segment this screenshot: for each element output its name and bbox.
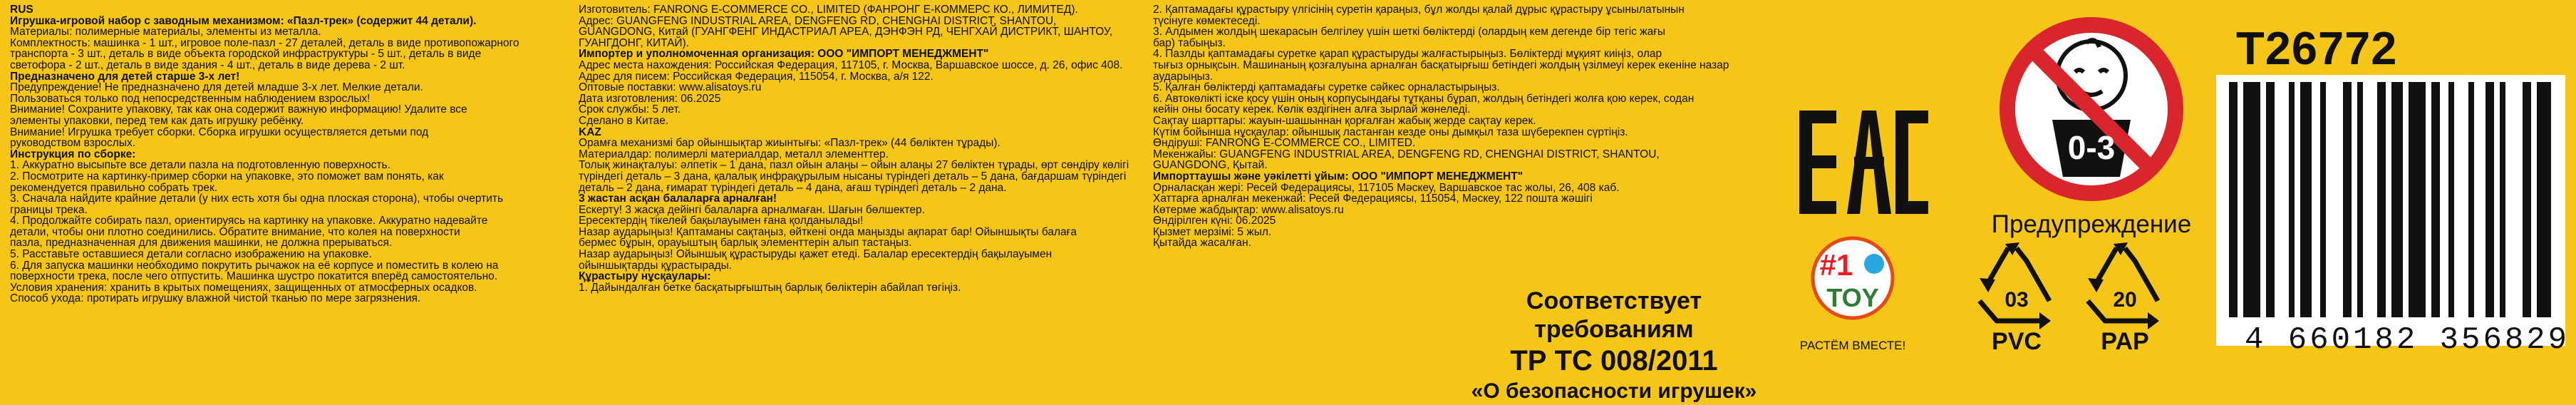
- text-line: поверхности трека, после чего отпустить. Машинка шустро покатится вперёд самостоятельно.: [10, 270, 498, 283]
- text-line: кейін оны босату керек. Көлік өздігінен алға зырлай жөнеледі.: [1153, 103, 1471, 116]
- recycle-label: PAP: [2101, 328, 2149, 355]
- age-range-text: 0-3: [2067, 129, 2116, 166]
- text-line: Дата изготовления: 06.2025: [579, 92, 721, 105]
- warning-label: Предупреждение: [1991, 210, 2192, 238]
- logo-word: TOY: [1826, 283, 1879, 312]
- compliance-line-1: Соответствует требованиям: [1526, 287, 1702, 343]
- text-line: KAZ: [579, 125, 601, 138]
- text-line: рекомендуется правильно собрать трек.: [10, 181, 218, 194]
- compliance-line-2: ТР ТС 008/2011: [1510, 345, 1718, 376]
- text-line: 2. Қаптамадағы құрастыру үлгісінің суретін қараңыз, бұл жолды қалай дұрыс құрастыру ұсынылатынын: [1153, 4, 1685, 16]
- logo-slogan: РАСТЁМ ВМЕСТЕ!: [1799, 339, 1906, 352]
- text-line: Внимание! Игрушка требует сборки. Сборка игрушки осуществляется детьми под: [10, 125, 429, 138]
- barcode-bar: [2377, 82, 2386, 317]
- barcode-bar: [2409, 82, 2426, 317]
- barcode-bar: [2266, 82, 2275, 317]
- russian-kazakh-text-column: [579, 4, 1149, 293]
- text-line: Адрес для писем: Российская Федерация, 115054, г. Москва, а/я 122.: [579, 70, 933, 83]
- barcode-bar: [2431, 82, 2440, 317]
- text-line: транспорта - 3 шт., деталь в виде объекта городской инфраструктуры - 5 шт., деталь в виде: [10, 48, 482, 61]
- barcode-bar: [2468, 82, 2474, 317]
- text-line: пазла, предназначенная для движения машинки, не должна прерываться.: [10, 237, 393, 250]
- recycle-code: 03: [2005, 288, 2029, 312]
- article-number: T26772: [2236, 22, 2398, 74]
- text-line: 1. Дайындалған бетке басқатырғыштың барлық бөліктерін абайлап төгіңіз.: [579, 281, 961, 294]
- text-line: түріндегі деталь – 3 дана, қалалық инфрақұрылым нысаны түріндегі деталь – 5 дана, бағдаршам түріндегі: [579, 170, 1127, 183]
- barcode-bar: [2229, 82, 2238, 317]
- recycle-pvc-icon: [1965, 235, 2069, 357]
- text-line: 4. Пазлды қаптамадағы суретке қарап құрастыруды жалғастырыңыз. Бөліктерді мұқият киіңіз, олар: [1153, 48, 1662, 61]
- text-line: Инструкция по сборке:: [10, 148, 136, 160]
- text-line: Сақтау шарттары: жауын-шашыннан қорғалған жабық жерде сақтау керек.: [1153, 114, 1536, 127]
- text-line: детали, чтобы они плотно соединились. Обратите внимание, что колея на поверхности: [10, 225, 460, 238]
- text-line: Қытайда жасалған.: [1153, 237, 1251, 250]
- text-line: Комплектность: машинка - 1 шт., игровое поле-пазл - 27 деталей, деталь в виде противопожарного: [10, 36, 519, 49]
- recycle-label: PVC: [1992, 328, 2042, 355]
- text-line: Қызмет мерзімі: 5 жыл.: [1153, 225, 1272, 238]
- no-under-3-warning-icon: [1995, 13, 2188, 205]
- text-line: түсінуге көмектеседі.: [1153, 14, 1261, 27]
- text-line: Материалдар: полимерлі материалдар, металл элементтер.: [579, 148, 889, 160]
- text-line: Способ ухода: протирать игрушку влажной чистой тканью по мере загрязнения.: [10, 292, 421, 305]
- barcode-bar: [2486, 82, 2494, 317]
- text-line: 3 жастан асқан балаларға арналған!: [579, 193, 777, 205]
- russian-text-column: [10, 4, 580, 304]
- barcode-bar: [2523, 82, 2531, 317]
- barcode-bar: [2448, 82, 2454, 317]
- barcode-bar: [2391, 82, 2403, 317]
- text-line: Игрушка-игровой набор с заводным механизмом: «Пазл-трек» (содержит 44 детали).: [10, 14, 477, 27]
- text-line: Материалы: полимерные материалы, элементы из металла.: [10, 26, 321, 39]
- barcode-icon: [2216, 75, 2565, 346]
- text-line: 1. Аккуратно высыпьте все детали пазла на подготовленную поверхность.: [10, 159, 390, 172]
- text-line: Толық жинақталуы: әлпетік – 1 дана, пазл ойын алаңы – ойын алаңы 27 бөліктен тұрады, өрт сөндіру көлігі: [579, 159, 1129, 172]
- text-line: 2. Посмотрите на картинку-пример сборки на упаковке, это поможет вам понять, как: [10, 170, 444, 183]
- text-line: Өндіруші: FANRONG E-COMMERCE CO., LIMITED.: [1153, 137, 1416, 150]
- text-line: GUANGDONG, Қытай.: [1153, 159, 1268, 172]
- text-line: Адрес места нахождения: Российская Федерация, 117105, г. Москва, Варшавское шоссе, д. 26, офис 408.: [579, 58, 1123, 71]
- text-line: Көтерме жабдықтар: www.alisatoys.ru: [1153, 203, 1344, 216]
- text-line: Назар аударыңыз! Ойыншық құрастыруды қажет етеді. Балалар ересектердің бақылауымен: [579, 248, 1052, 261]
- text-line: элементы упаковки, перед тем как дать игрушку ребёнку.: [10, 114, 304, 127]
- text-line: Внимание! Сохраните упаковку, так как она содержит важную информацию! Удалите все: [10, 103, 467, 116]
- text-line: Адрес: GUANGFENG INDUSTRIAL AREA, DENGFENG RD, CHENGHAI DISTRICT, SHANTOU,: [579, 14, 1057, 27]
- text-line: деталь – 2 дана, ғимарат түріндегі деталь – 4 дана, ағаш түріндегі деталь – 2 дана.: [579, 181, 1007, 194]
- text-line: GUANGDONG, Китай (ГУАНГФЕНГ ИНДАСТРИАЛ АРЕА, ДЭНФЭН РД, ЧЕНГХАЙ ДИСТРИКТ, ШАНТОУ,: [579, 26, 1113, 39]
- text-line: бар) табыңыз.: [1153, 36, 1226, 49]
- text-line: 3. Сначала найдите крайние детали (у них есть хотя бы одна плоская сторона), чтобы очертить: [10, 193, 504, 205]
- text-line: Оптовые поставки: www.alisatoys.ru: [579, 81, 762, 94]
- recycle-pap-icon: [2074, 235, 2177, 357]
- text-line: Предназначено для детей старше 3-х лет!: [10, 70, 240, 83]
- text-line: 4. Продолжайте собирать пазл, ориентируясь на картинку на упаковке. Аккуратно надевайте: [10, 215, 488, 227]
- barcode-bar: [2500, 82, 2505, 317]
- text-line: Күтім бойынша нұсқаулар: ойыншық ластанған кезде оны дымқыл таза шүберекпен сүртіңіз.: [1153, 125, 1628, 138]
- text-line: Хаттарға арналған мекенжай: Ресей Федерациясы, 115054, Мәскеу, 122 пошта жәшігі: [1153, 193, 1593, 205]
- text-line: тығыз орнықсын. Машинаның қозғалуына арналған басқатырғыш бетіндегі жолдың үзілмеуі керек екеніне назар аударыңыз.: [1153, 58, 1729, 83]
- text-line: 5. Қалған бөліктерді қаптамадағы суретке сәйкес орналастырыңыз.: [1153, 81, 1500, 94]
- barcode-bar: [2343, 82, 2352, 317]
- barcode-bar: [2243, 82, 2260, 317]
- text-line: Өндірілген күні: 06.2025: [1153, 215, 1276, 227]
- text-line: руководством взрослых.: [10, 137, 136, 150]
- text-line: RUS: [10, 4, 33, 16]
- text-line: Срок службы: 5 лет.: [579, 103, 681, 116]
- text-line: Орамға механизмі бар ойыншықтар жиынтығы: «Пазл-трек» (44 бөліктен тұрады).: [579, 137, 1000, 150]
- text-line: Мекенжайы: GUANGFENG INDUSTRIAL AREA, DENGFENG RD, CHENGHAI DISTRICT, SHANTOU,: [1153, 148, 1660, 160]
- text-line: Ересектердің тікелей бақылауымен ғана қолданылады!: [579, 215, 864, 227]
- recycle-code: 20: [2113, 288, 2137, 312]
- text-line: границы трека.: [10, 203, 88, 216]
- text-line: Предупреждение! Не предназначено для детей младше 3-х лет. Мелкие детали.: [10, 81, 423, 94]
- barcode-number: 4 660182 356829: [2245, 322, 2570, 358]
- barcode-bar: [2320, 82, 2326, 317]
- toy-logo-icon: [1785, 234, 1920, 359]
- barcode-bar: [2537, 82, 2551, 317]
- text-line: Ескерту! 3 жасқа дейінгі балаларға арналмаған. Шағын бөлшектер.: [579, 203, 925, 216]
- text-line: Назар аударыңыз! Қаптаманы сақтаңыз, өйткені онда маңызды ақпарат бар! Ойыншықты балаға: [579, 225, 1077, 238]
- eac-icon: [1796, 103, 1931, 221]
- text-line: Условия хранения: хранить в крытых помещениях, защищенных от атмосферных осадков.: [10, 281, 477, 294]
- text-line: Орналасқан жері: Ресей Федерациясы, 117105 Мәскеу, Варшавское тас жолы, 26, 408 каб.: [1153, 181, 1620, 194]
- text-line: Импорттаушы және уәкілетті ұйым: ООО "ИМПОРТ МЕНЕДЖМЕНТ": [1153, 170, 1524, 183]
- barcode-bar: [2289, 82, 2295, 317]
- text-line: Сделано в Китае.: [579, 114, 669, 127]
- text-line: светофора - 2 шт., деталь в виде здания - 4 шт., деталь в виде дерева - 2 шт.: [10, 58, 405, 71]
- kazakh-text-column: [1153, 4, 1752, 249]
- text-line: ойыншықтарды құрастырады.: [579, 259, 733, 272]
- text-line: Құрастыру нұсқаулары:: [579, 270, 711, 283]
- text-line: 6. Для запуска машинки необходимо покрутить рычажок на её корпусе и поместить в колею на: [10, 259, 499, 272]
- text-line: Изготовитель: FANRONG E-COMMERCE CO., LIMITED (ФАНРОНГ Е-КОММЕРС КО., ЛИМИТЕД).: [579, 4, 1078, 16]
- text-line: 6. Автокөлікті іске қосу үшін оның корпусындағы тұтқаны бұрап, жолдың бетіндегі жолға қою керек, содан: [1153, 92, 1695, 105]
- text-line: Импортер и уполномоченная организация: ООО "ИМПОРТ МЕНЕДЖМЕНТ": [579, 48, 989, 61]
- compliance-statement: [1457, 287, 1771, 405]
- text-line: ГУАНГДОНГ, КИТАЙ).: [579, 36, 690, 49]
- text-line: 3. Алдымен жолдың шекарасын белгілеу үшін шеткі бөліктерді (олардың кем дегенде бір тегіс жағы: [1153, 26, 1666, 39]
- barcode-bar: [2300, 82, 2312, 317]
- text-line: 5. Расставьте оставшиеся детали согласно изображению на упаковке.: [10, 248, 372, 261]
- compliance-line-3: «О безопасности игрушек»: [1471, 379, 1757, 403]
- text-line: бермес бұрын, орауыштың барлық элементтерін алып тастаңыз.: [579, 237, 912, 250]
- text-line: Пользоваться только под непосредственным наблюдением взрослых!: [10, 92, 371, 105]
- barcode-bar: [2357, 82, 2363, 317]
- logo-number: #1: [1819, 248, 1853, 282]
